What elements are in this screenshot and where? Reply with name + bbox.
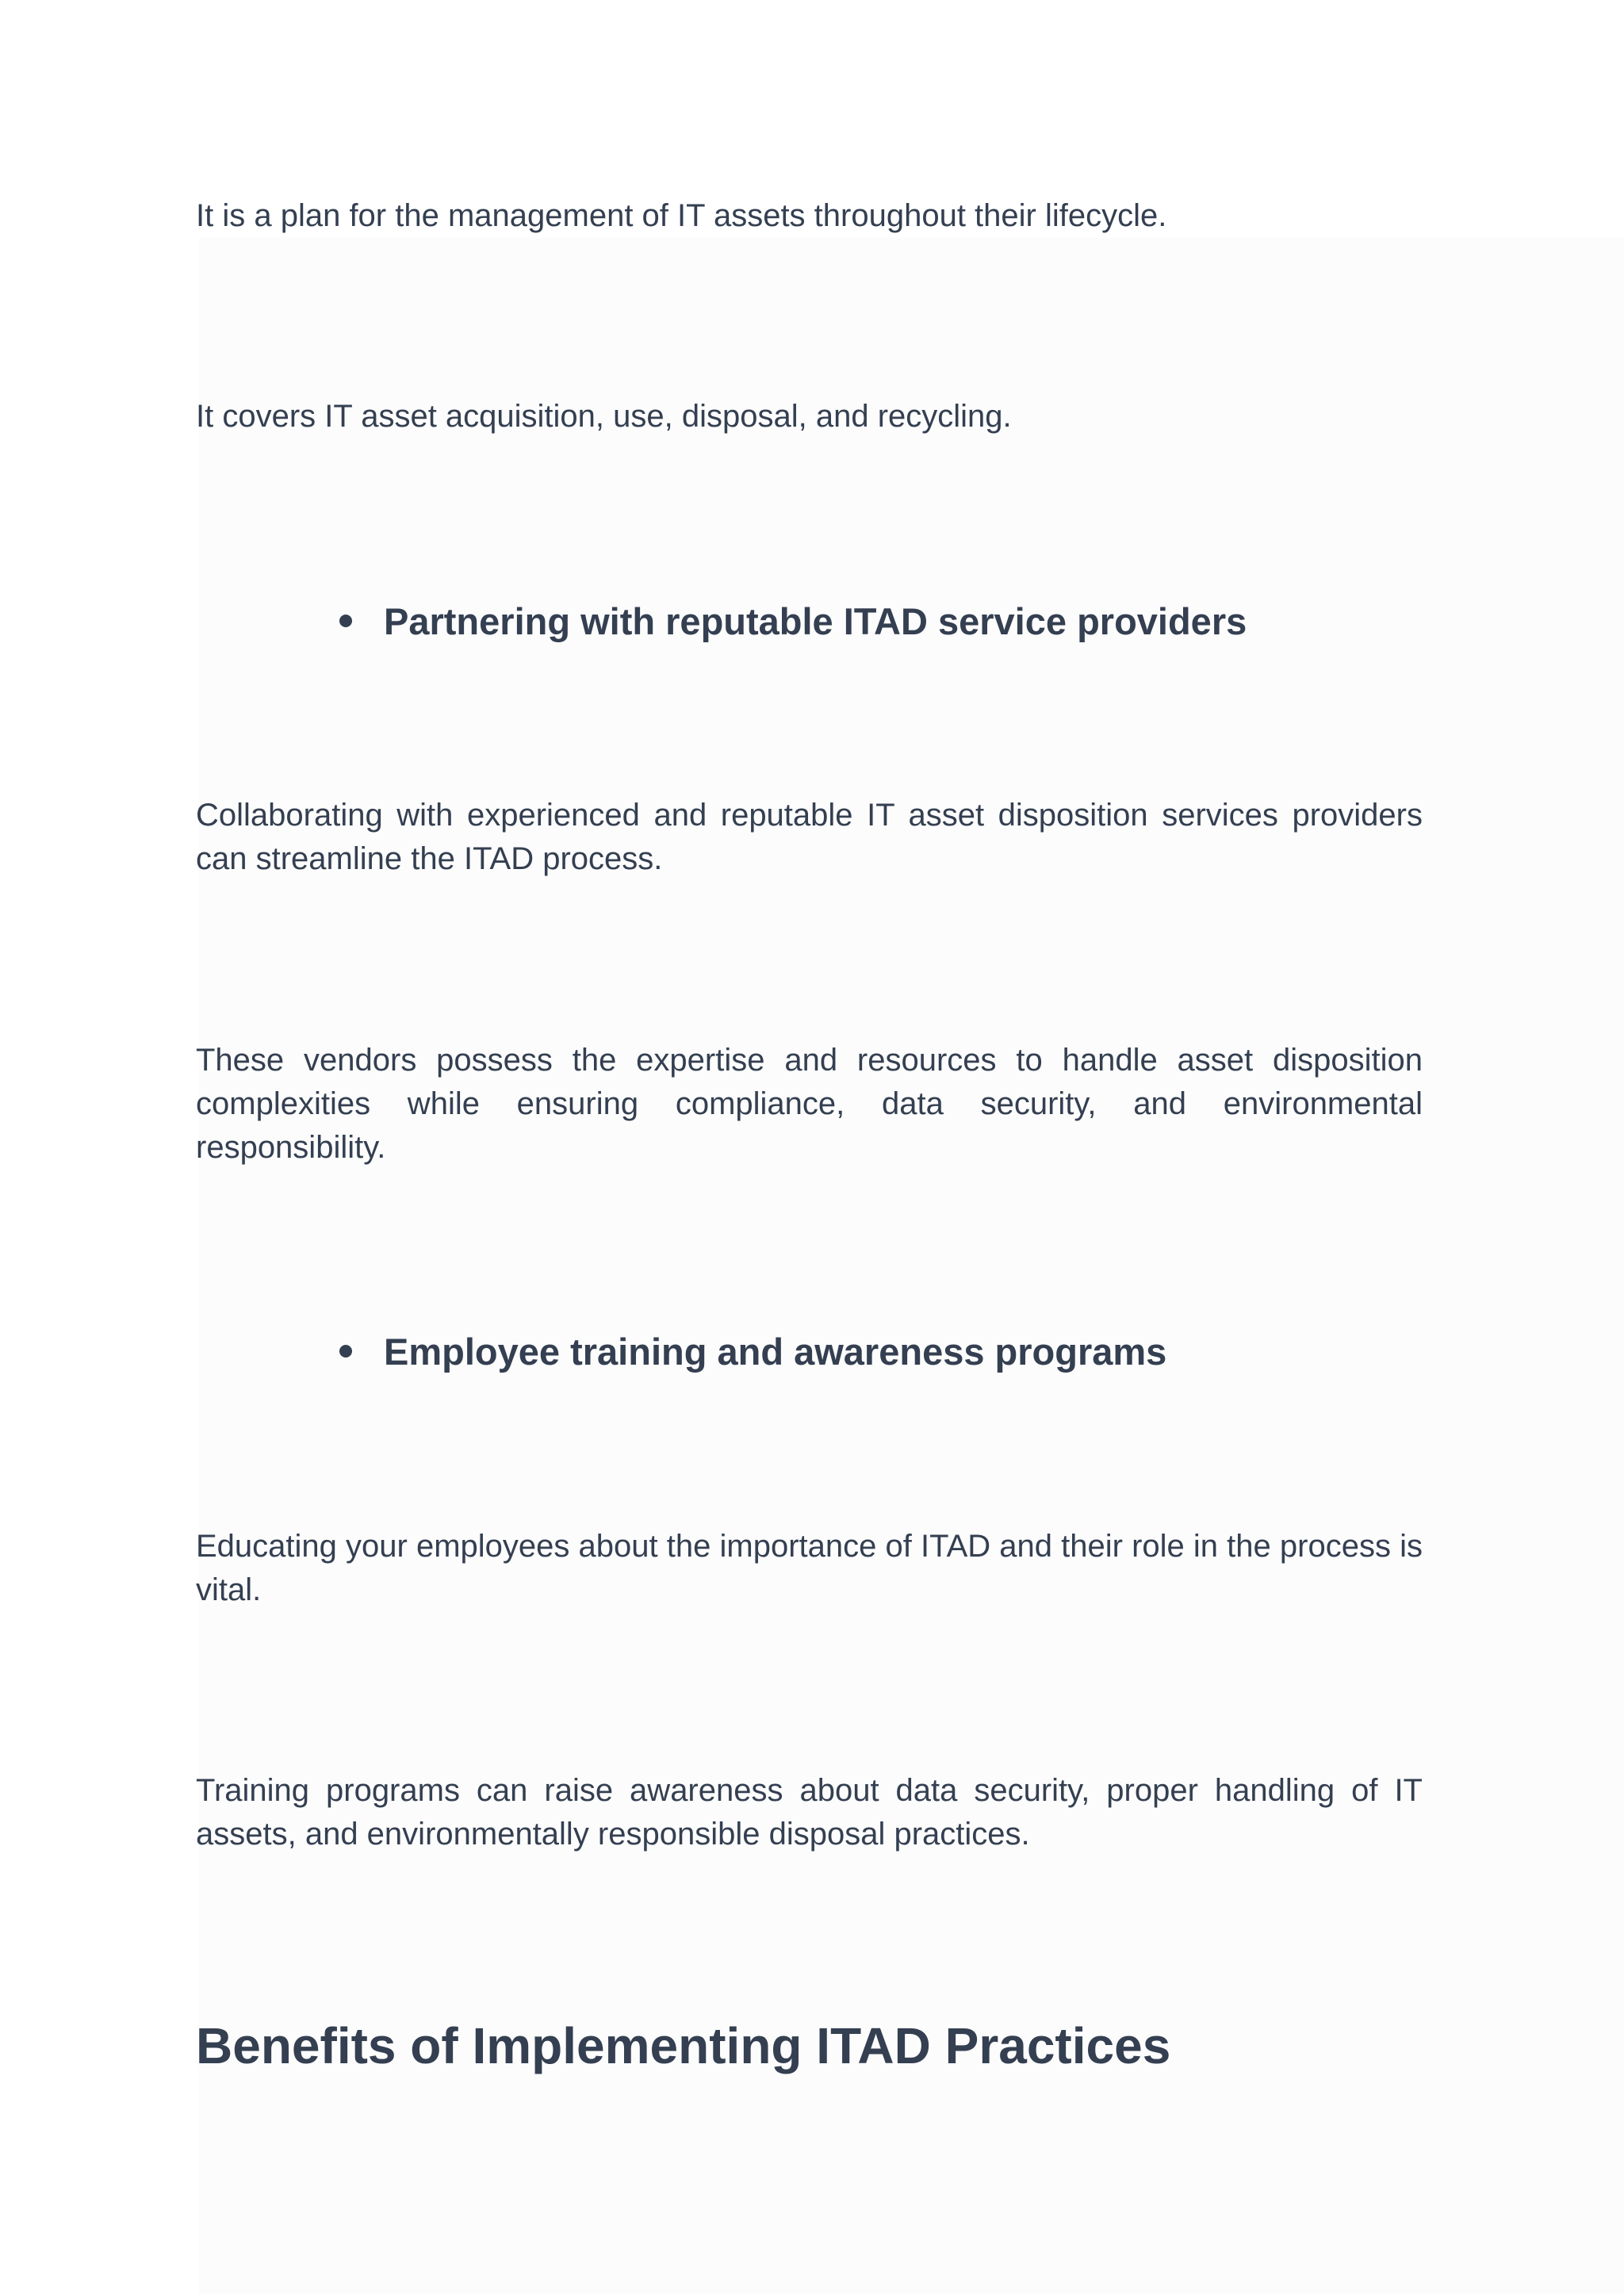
bullet-dot-icon xyxy=(339,1345,352,1358)
bullet-item-label: Employee training and awareness programs xyxy=(384,1330,1167,1373)
bullet-item-label: Partnering with reputable ITAD service providers xyxy=(384,599,1247,642)
page-background-shade xyxy=(198,238,1624,2294)
bullet-item-itad-providers xyxy=(339,597,1247,645)
paragraph-vendors-expertise: These vendors possess the expertise and resources to handle asset disposition complexities while ensuring compliance, data security, and environmental responsibility. xyxy=(196,1043,1423,1165)
bullet-item-employee-training xyxy=(339,1327,1166,1375)
section-heading-benefits: Benefits of Implementing ITAD Practices xyxy=(196,2017,1171,2074)
paragraph-lifecycle-plan: It is a plan for the management of IT assets throughout their lifecycle. xyxy=(196,198,1167,233)
paragraph-educating-employees: Educating your employees about the importance of ITAD and their role in the process is vital. xyxy=(196,1529,1423,1607)
paragraph-asset-coverage: It covers IT asset acquisition, use, disposal, and recycling. xyxy=(196,399,1012,434)
paragraph-collaborating: Collaborating with experienced and reputable IT asset disposition services providers can streamline the ITAD process. xyxy=(196,798,1423,876)
paragraph-training-programs: Training programs can raise awareness about data security, proper handling of IT assets, and environmentally responsible disposal practices. xyxy=(196,1773,1423,1852)
bullet-dot-icon xyxy=(339,615,352,627)
